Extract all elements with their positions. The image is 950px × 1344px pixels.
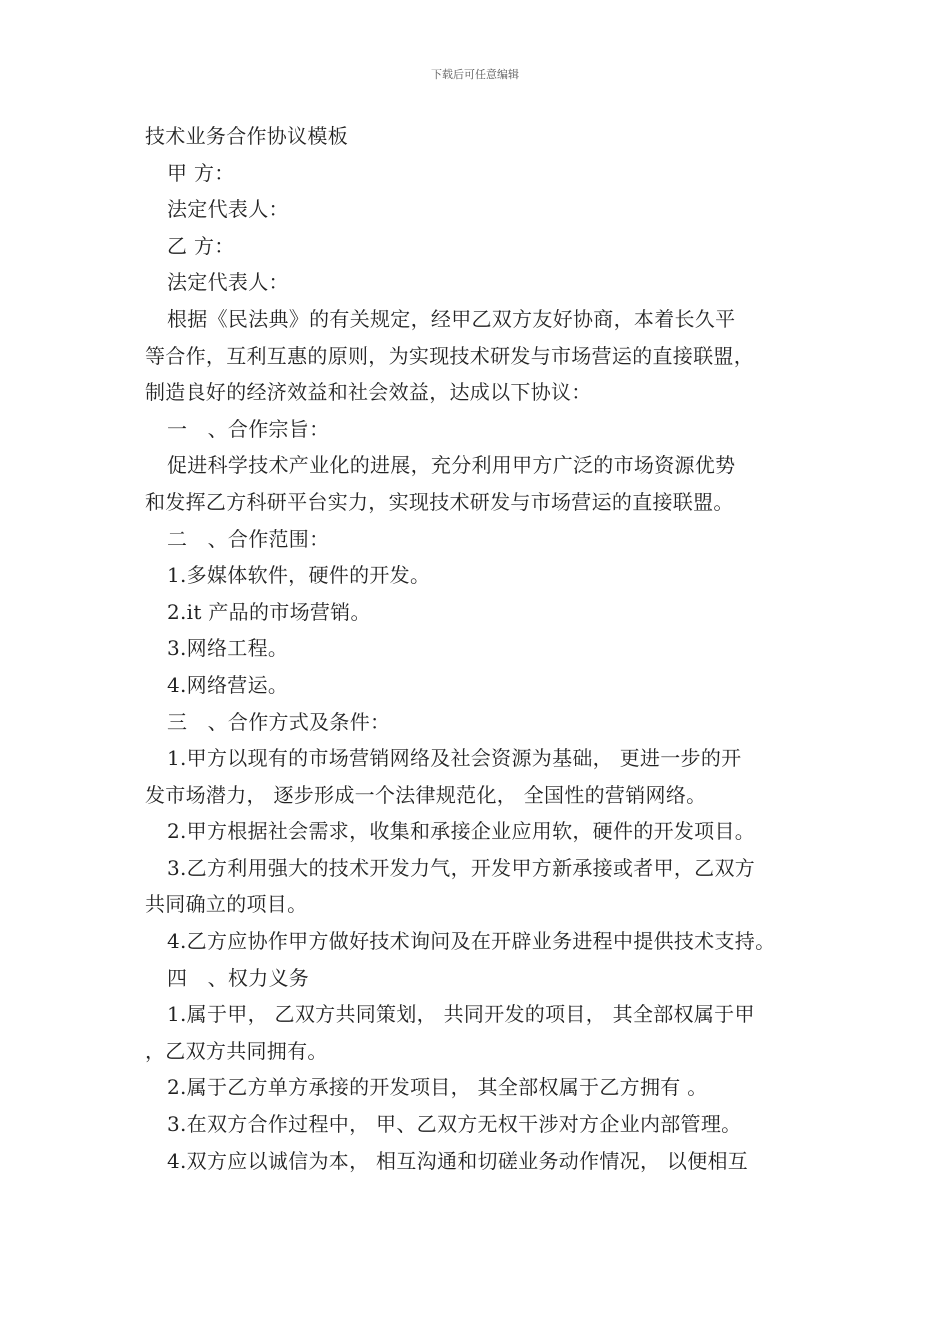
text-line: 3.网络工程。 — [167, 636, 289, 661]
text-line: 促进科学技术产业化的进展，充分利用甲方广泛的市场资源优势 — [167, 453, 736, 478]
text-line: 根据《民法典》的有关规定，经甲乙双方友好协商，本着长久平 — [167, 306, 736, 331]
text-line: 一 、合作宗旨： — [167, 416, 330, 441]
text-line: 4.双方应以诚信为本， 相互沟通和切磋业务动作情况， 以便相互 — [167, 1148, 749, 1173]
text-line: 2.属于乙方单方承接的开发项目， 其全部权属于乙方拥有 。 — [167, 1075, 708, 1100]
text-line: 1.甲方以现有的市场营销网络及社会资源为基础， 更进一步的开 — [167, 746, 742, 771]
paragraph-lines — [145, 155, 825, 1180]
page-header: 下载后可任意编辑 — [431, 68, 519, 81]
text-line: 1.多媒体软件，硬件的开发。 — [167, 563, 431, 588]
text-line: 乙 方： — [167, 233, 235, 258]
text-line: 法定代表人： — [167, 270, 289, 295]
text-line: 制造良好的经济效益和社会效益，达成以下协议： — [145, 380, 592, 405]
text-line: 二 、合作范围： — [167, 526, 330, 551]
text-line: 3.在双方合作过程中， 甲、乙双方无权干涉对方企业内部管理。 — [167, 1112, 742, 1137]
text-line: 四 、权力义务 — [167, 965, 310, 990]
text-line: ，乙双方共同拥有。 — [145, 1038, 328, 1063]
text-line: 共同确立的项目。 — [145, 892, 308, 917]
text-line: 1.属于甲， 乙双方共同策划， 共同开发的项目， 其全部权属于甲 — [167, 1002, 755, 1027]
document-body — [145, 118, 825, 1179]
text-line: 3.乙方利用强大的技术开发力气，开发甲方新承接或者甲，乙双方 — [167, 855, 756, 880]
text-line: 4.乙方应协作甲方做好技术询问及在开辟业务进程中提供技术支持。 — [167, 929, 776, 954]
text-line: 等合作，互利互惠的原则，为实现技术研发与市场营运的直接联盟， — [145, 343, 754, 368]
text-line: 三 、合作方式及条件： — [167, 709, 391, 734]
text-line: 甲 方： — [167, 160, 235, 185]
document-title: 技术业务合作协议模板 — [145, 124, 348, 148]
text-line: 法定代表人： — [167, 197, 289, 222]
text-line: 4.网络营运。 — [167, 672, 289, 697]
text-line: 2.it 产品的市场营销。 — [167, 599, 371, 624]
text-line: 2.甲方根据社会需求，收集和承接企业应用软，硬件的开发项目。 — [167, 819, 756, 844]
text-line: 和发挥乙方科研平台实力，实现技术研发与市场营运的直接联盟。 — [145, 489, 734, 514]
text-line: 发市场潜力， 逐步形成一个法律规范化， 全国性的营销网络。 — [145, 782, 707, 807]
